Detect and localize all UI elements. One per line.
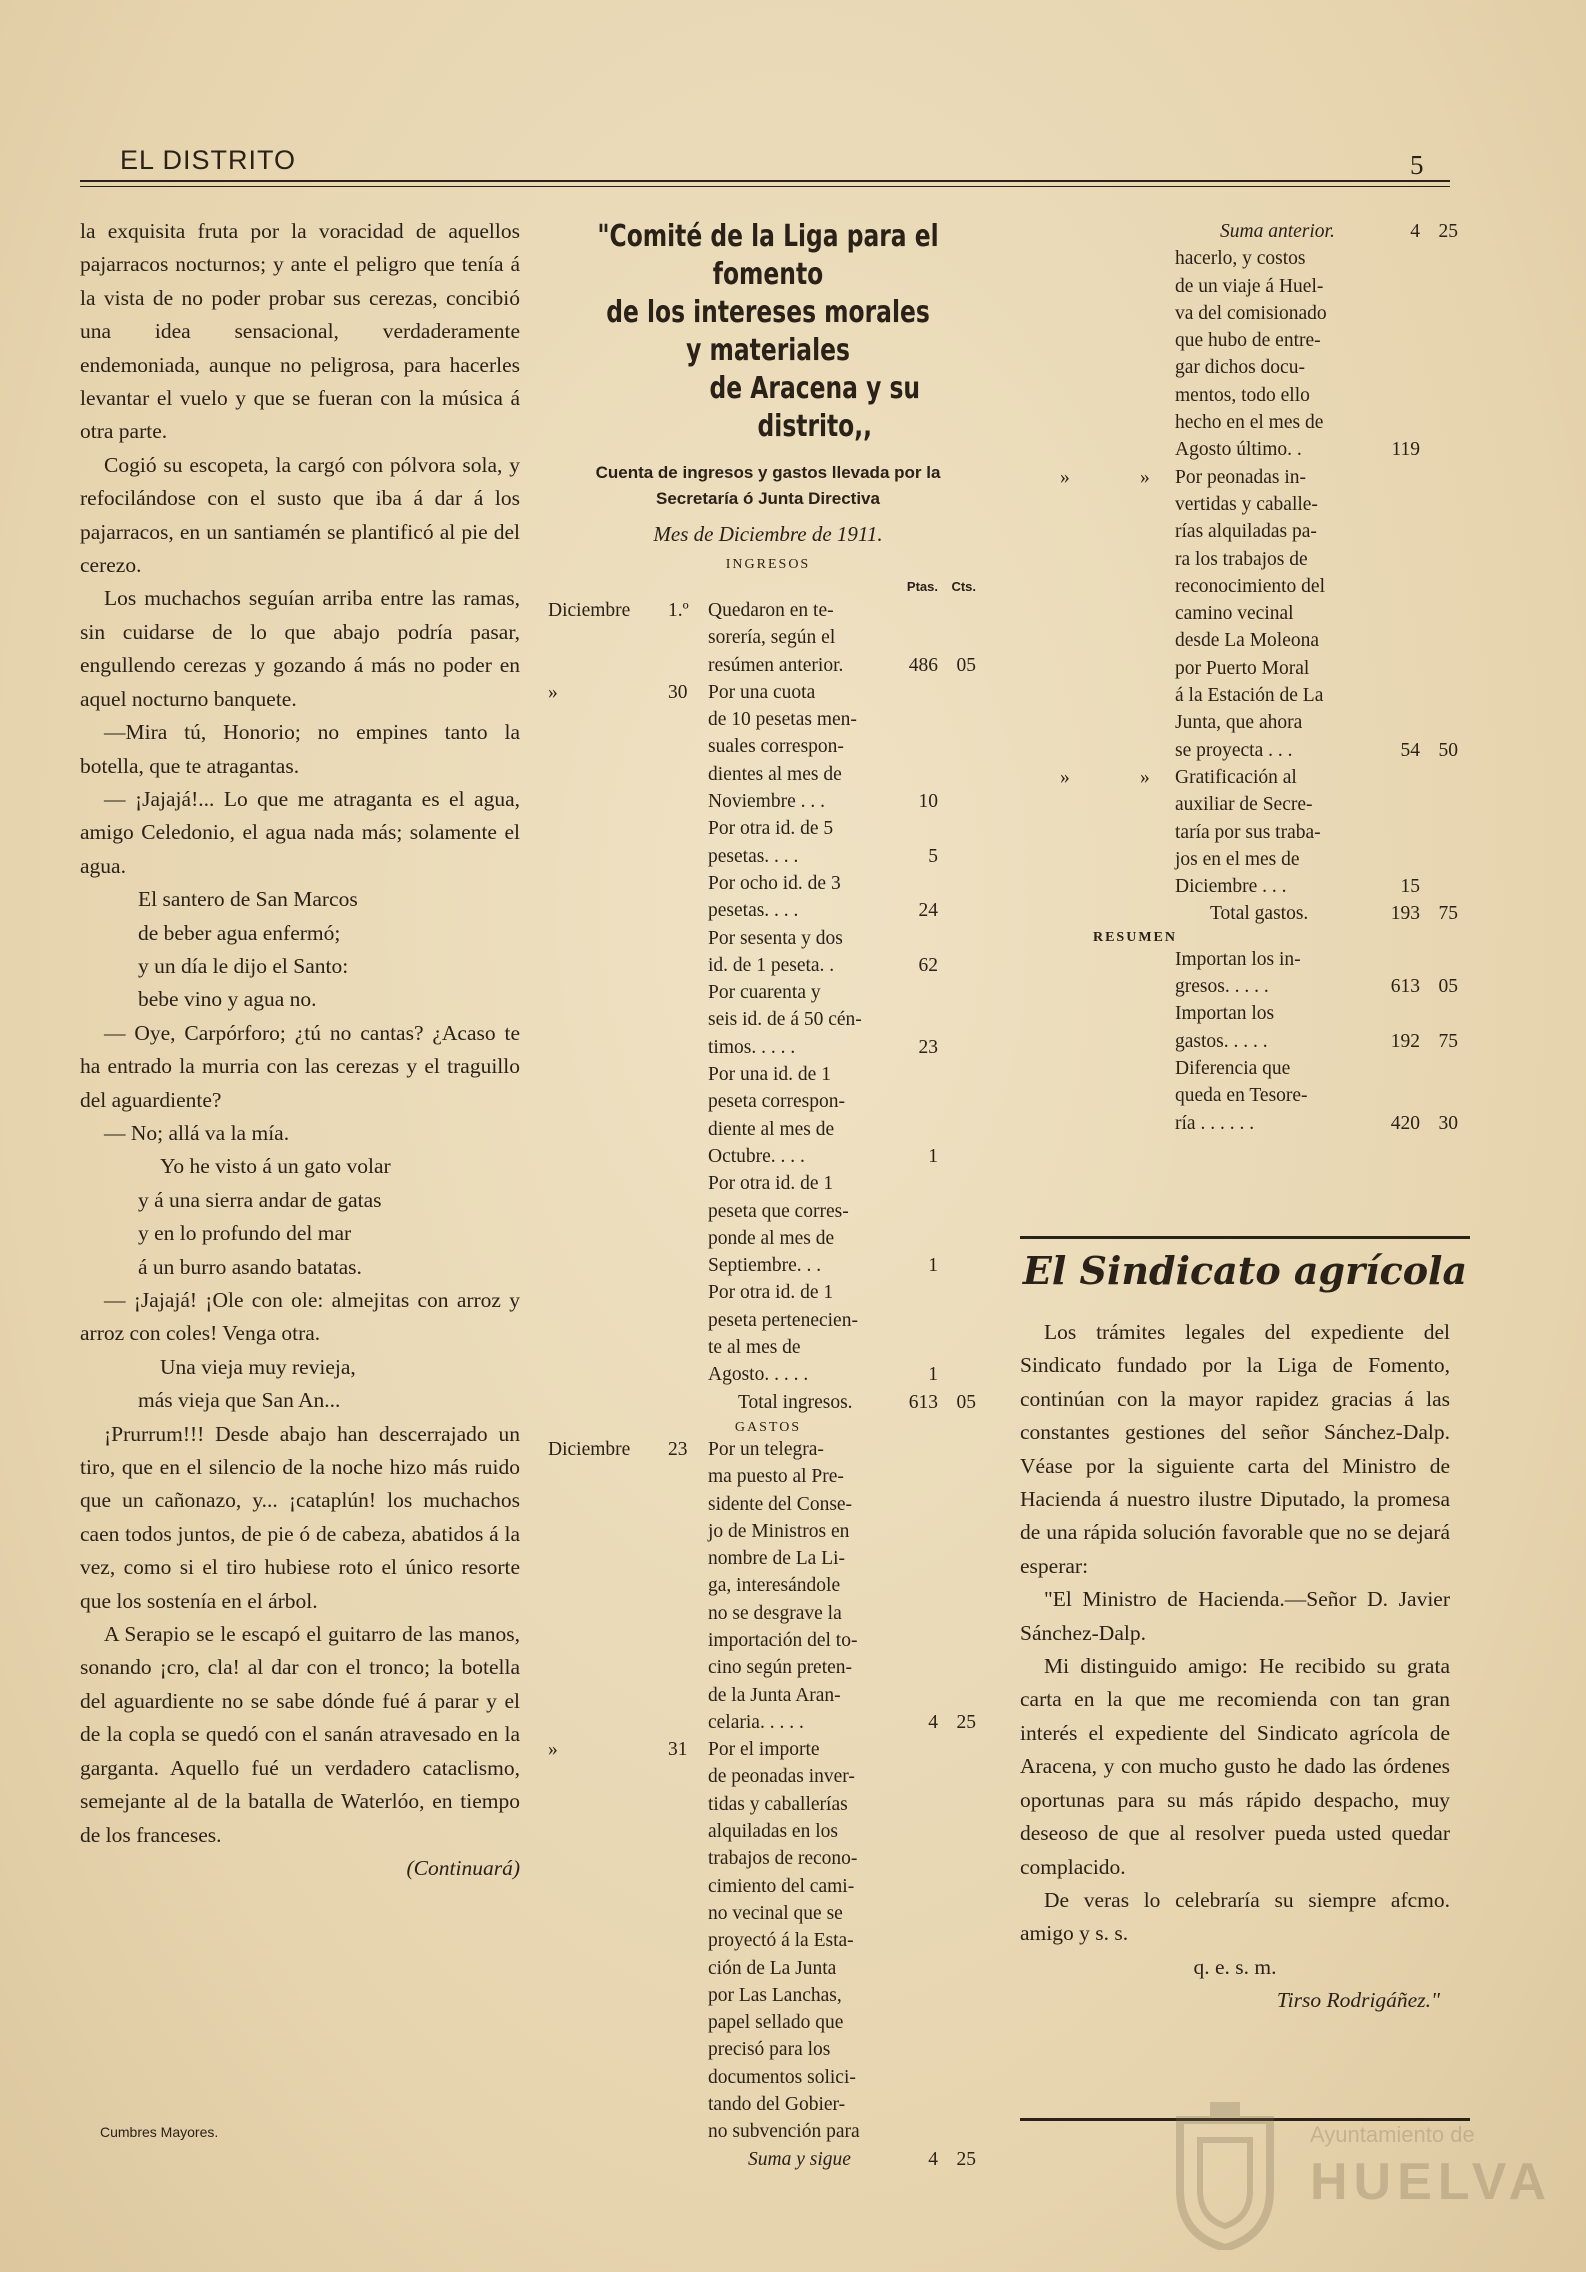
ledger-row [548,1034,988,1061]
ledger-text: camino vecinal [1175,603,1294,625]
ledger-text: Por otra id. de 1 [708,1173,834,1195]
signature: Tirso Rodrigáñez." [1276,1988,1440,2013]
ledger-date: Diciembre [548,1438,631,1460]
verse-line: Una vieja muy revieja, [160,1354,356,1379]
ledger-text: tidas y caballerías [708,1793,848,1815]
ledger-text: Octubre. . . . [708,1145,805,1167]
ledger-row [1020,464,1470,491]
ledger-row [548,843,988,870]
ledger-text: Suma y sigue [748,2148,851,2170]
ledger-text: ponde al mes de [708,1227,835,1249]
ledger-row [1020,245,1470,272]
ledger-row [548,1491,988,1518]
ledger-text: Por ocho id. de 3 [708,872,841,894]
ledger-text: Suma anterior. [1220,221,1335,242]
accounts-continued-column [1020,218,1470,1137]
ledger-row [548,624,988,651]
story-column [80,215,520,1885]
coat-of-arms-icon [1170,2100,1280,2250]
ledger-text: seis id. de á 50 cén- [708,1009,862,1031]
ledger-text: importación del to- [708,1629,858,1651]
committee-title [596,218,939,446]
article-paragraph: De veras lo celebraría su siempre afcmo. amigo y s. s. [1020,1887,1450,1946]
story-paragraph: — No; allá va la mía. [104,1120,290,1145]
ledger-row [1020,300,1470,327]
ledger-text: que hubo de entre- [1175,330,1321,352]
ledger-text: Total gastos. [1210,903,1309,925]
ledger-centimos: 75 [1438,1030,1458,1052]
title-line: "Comité de la Liga para el fomento [597,219,939,292]
ledger-text: trabajos de recono- [708,1848,858,1870]
watermark-line2: HUELVA [1310,2153,1553,2211]
ledger-row [548,1389,988,1416]
ledger-row [548,1900,988,1927]
ledger-row [1020,764,1470,791]
ledger-text: Diciembre . . . [1175,876,1287,898]
ledger-day: 1.º [668,600,689,621]
verse-line: y en lo profundo del mar [138,1221,352,1246]
ledger-date: Diciembre [548,600,631,621]
verse-line: más vieja que San An... [138,1388,341,1413]
ledger-text: por Las Lanchas, [708,1984,842,2006]
ledger-row [548,925,988,952]
ledger-row [548,788,988,815]
verse-line: y á una sierra andar de gatas [138,1187,382,1212]
ledger-centimos: 05 [956,1391,976,1413]
ledger-row [548,1818,988,1845]
ledger-row [548,1763,988,1790]
watermark-line1: Ayuntamiento de [1310,2122,1475,2147]
ledger-text: gresos. . . . . [1175,976,1269,998]
ledger-date: » [548,1739,558,1761]
ledger-text: tando del Gobier- [708,2094,846,2116]
ledger-pesetas: 62 [918,954,938,976]
ledger-pesetas: 1 [928,1255,938,1277]
ledger-row [548,1334,988,1361]
sindicato-article [1020,1316,1450,2018]
ledger-text: jos en el mes de [1175,848,1300,870]
ledger-row [1020,846,1470,873]
ledger-pesetas: 54 [1400,739,1420,761]
ledger-text: timos. . . . . [708,1036,796,1058]
ledger-row [1020,327,1470,354]
ledger-pesetas: 613 [1390,976,1420,998]
ledger-row [1020,737,1470,764]
ledger-text: taría por sus traba- [1175,821,1321,843]
ledger-text: Por un telegra- [708,1438,824,1460]
ledger-text: Septiembre. . . [708,1255,822,1277]
ledger-pesetas: 4 [928,1711,938,1733]
ledger-row [548,2091,988,2118]
ledger-text: vertidas y caballe- [1175,493,1318,515]
ledger-row [548,1873,988,1900]
ledger-row [548,1307,988,1334]
ledger-text: queda en Tesore- [1175,1085,1308,1107]
ledger-row [1020,600,1470,627]
story-paragraph: — Oye, Carpórforo; ¿tú no cantas? ¿Acaso te ha entrado la murria con las cerezas y el traguillo del aguardiente? [80,1020,520,1112]
ledger-text: ga, interesándole [708,1575,841,1597]
ledger-row [548,1709,988,1736]
ledger-pesetas: 193 [1390,903,1420,925]
ledger-text: de 10 pesetas men- [708,709,857,731]
ledger-row [1020,682,1470,709]
ledger-row [548,1791,988,1818]
ledger-pesetas: 613 [908,1391,938,1413]
ledger-pesetas: 24 [918,900,938,922]
ledger-day: 23 [668,1438,688,1460]
ledger-text: no subvención para [708,2121,860,2143]
ledger-row [548,1545,988,1572]
ledger-date: » [1060,466,1070,488]
ledger-text: desde La Moleona [1175,630,1320,652]
ptas-header: Ptas. [906,579,938,594]
ledger-row [1020,518,1470,545]
ledger-text: Junta, que ahora [1175,712,1303,734]
ledger-row [548,2146,988,2173]
ledger-text: rías alquiladas pa- [1175,521,1317,543]
ledger-day: » [1140,766,1150,788]
ledger-text: Por una id. de 1 [708,1064,831,1086]
ledger-row [1020,655,1470,682]
story-paragraph: Cogió su escopeta, la cargó con pólvora sola, y refocilándose con el susto que iba á dar á los pajarracos, en un santiamén se plantificó al pie del cerezo. [80,452,520,578]
dateline: Cumbres Mayores. [100,2124,219,2140]
ledger-text: hacerlo, y costos [1175,248,1306,270]
ledger-text: Por otra id. de 5 [708,818,834,840]
ledger-text: papel sellado que [708,2012,844,2034]
ledger-row [548,952,988,979]
ledger-row [1020,900,1470,927]
ledger-text: suales correspon- [708,736,844,758]
ledger-pesetas: 10 [918,791,938,813]
ledger-row [1020,1110,1470,1137]
ledger-row [1020,573,1470,600]
ledger-row [548,1436,988,1463]
ledger-row [1020,1028,1470,1055]
header-rule-thin [80,186,1450,187]
header-rule [80,180,1450,182]
ledger-row [548,1170,988,1197]
ledger-row [548,1845,988,1872]
ledger-pesetas: 1 [928,1364,938,1386]
ledger-row [1020,354,1470,381]
ledger-text: ría . . . . . . [1175,1112,1255,1134]
ledger-text: auxiliar de Secre- [1175,794,1313,816]
ledger-row [548,733,988,760]
ledger-text: peseta correspon- [708,1091,845,1113]
story-paragraph: — ¡Jajajá! ¡Ole con ole: almejitas con arroz y arroz con coles! Venga otra. [80,1288,520,1346]
ledger-pesetas: 192 [1390,1030,1420,1052]
story-paragraph: ¡Prurrum!!! Desde abajo han descerrajado un tiro, que en el silencio de la noche hizo más ruido que un cañonazo, y... ¡cataplún! los muchachos caen todos juntos, de pie ó de cabeza, abatidos á la vez, como si el tiro hubiese roto el único resorte que los sostenía en el árbol. [80,1421,520,1613]
accounts-column [548,218,988,2173]
ledger-text: documentos solici- [708,2066,856,2088]
story-paragraph: la exquisita fruta por la voracidad de aquellos pajarracos nocturnos; y ante el peligro que tenía á la vista de no poder probar sus cerezas, concibió una idea sensacional, verdaderamente endemoniada, aunque no peligrosa, para hacerles levantar el vuelo y que se fueran con la música á otra parte. [80,219,520,444]
ledger-row [548,1927,988,1954]
ledger-row [548,652,988,679]
ledger-text: sorería, según el [708,627,836,649]
month-label: Mes de Diciembre de 1911. [653,522,883,546]
ledger-text: diente al mes de [708,1118,835,1140]
newspaper-title: EL DISTRITO [120,145,297,175]
ledger-text: á la Estación de La [1175,685,1324,707]
ledger-text: Gratificación al [1175,766,1297,788]
ledger-row [1020,627,1470,654]
ledger-centimos: 30 [1438,1112,1458,1134]
ledger-centimos: 25 [956,2148,976,2170]
ledger-row [548,1955,988,1982]
ledger-pesetas: 1 [928,1145,938,1167]
verse-line: á un burro asando batatas. [138,1254,362,1279]
ledger-pesetas: 486 [908,654,938,676]
ledger-text: celaria. . . . . [708,1711,804,1733]
ledger-row [1020,382,1470,409]
ledger-text: Por una cuota [708,681,816,703]
ledger-row [548,979,988,1006]
subhead-line: Secretaría ó Junta Directiva [656,489,880,508]
ledger-text: Importan los [1175,1003,1275,1025]
ledger-text: Importan los in- [1175,948,1301,970]
ledger-pesetas: 23 [918,1036,938,1058]
ledger-text: se proyecta . . . [1175,739,1293,761]
ledger-row [548,1682,988,1709]
ledger-row [1020,491,1470,518]
ledger-row [548,1982,988,2009]
article-paragraph: "El Ministro de Hacienda.—Señor D. Javier Sánchez-Dalp. [1020,1587,1450,1645]
ledger-row [1020,1082,1470,1109]
ledger-text: proyectó á la Esta- [708,1930,854,1952]
ledger-text: Por sesenta y dos [708,927,843,949]
ledger-row [1020,709,1470,736]
sindicato-title: El Sindicato agrícola [1022,1248,1468,1293]
ledger-row [548,706,988,733]
ledger-centimos: 25 [1438,221,1458,242]
ledger-row [548,1627,988,1654]
ledger-pesetas: 119 [1391,439,1420,461]
ledger-row [1020,1055,1470,1082]
ledger-text: no vecinal que se [708,1902,843,1924]
ledger-text: Por otra id. de 1 [708,1282,834,1304]
ledger-centimos: 05 [1438,976,1458,998]
ledger-row [1020,436,1470,463]
ledger-row [548,1198,988,1225]
ledger-row [548,2036,988,2063]
ledger-row [548,870,988,897]
ledger-text: cimiento del cami- [708,1875,855,1897]
ledger-row [548,1116,988,1143]
ledger-row [548,815,988,842]
cts-header: Cts. [951,579,976,594]
ledger-text: precisó para los [708,2039,831,2061]
ledger-text: hecho en el mes de [1175,412,1324,434]
ledger-text: va del comisionado [1175,302,1327,324]
ledger-pesetas: 4 [1410,221,1420,242]
closing-formula: q. e. s. m. [1193,1954,1277,1979]
story-paragraph: A Serapio se le escapó el guitarro de las manos, sonando ¡cro, cla! al dar con el tronco; la botella del aguardiente no se sabe dónde fué á parar y el de la copla se quedó con el sanán atravesado en la garganta. Aquello fué un verdadero cataclismo, semejante al de la batalla de Waterlóo, en tiempo de los franceses. [80,1622,520,1847]
ledger-row [548,1463,988,1490]
ledger-day: » [1140,466,1150,488]
accounts-subheading [548,460,988,512]
ledger-pesetas: 4 [928,2148,938,2170]
article-paragraph: Mi distinguido amigo: He recibido su grata carta en la que me recomienda con tan gran interés el expediente del Sindicato agrícola de Aracena, y con mucho gusto he dado las órdenes oportunas para su más rápido despacho, muy deseoso de que al resolver pueda usted quedar complacido. [1020,1654,1450,1879]
ledger-text: peseta pertenecien- [708,1309,858,1331]
ledger-text: no se desgrave la [708,1602,842,1624]
ledger-row [548,1736,988,1763]
ledger-row [548,1654,988,1681]
ledger-text: Agosto último. . [1175,439,1302,461]
ledger-row [548,1061,988,1088]
ledger-text: de un viaje á Huel- [1175,275,1324,297]
ledger-row [548,761,988,788]
ledger-row [1020,791,1470,818]
ledger-row [1020,973,1470,1000]
ledger-row [1020,218,1470,245]
gastos-heading: GASTOS [734,1419,802,1435]
verse-line: bebe vino y agua no. [138,987,317,1012]
ledger-text: de peonadas inver- [708,1766,855,1788]
page-number: 5 [1410,150,1424,180]
ledger-row [548,1252,988,1279]
ledger-text: por Puerto Moral [1175,657,1310,679]
ledger-text: Diferencia que [1175,1057,1291,1079]
ledger-centimos: 75 [1438,903,1458,925]
ledger-row [548,2009,988,2036]
ledger-text: nombre de La Li- [708,1548,845,1570]
title-line: de los intereses morales y materiales [606,295,930,368]
subhead-line: Cuenta de ingresos y gastos llevada por la [595,463,941,482]
ledger-centimos: 05 [956,654,976,676]
ledger-text: dientes al mes de [708,763,842,785]
ledger-row [548,1518,988,1545]
ledger-row [1020,409,1470,436]
ledger-text: mentos, todo ello [1175,384,1310,406]
ledger-row [548,1225,988,1252]
ledger-day: 30 [668,681,688,703]
ledger-row [1020,546,1470,573]
ledger-row [548,597,988,624]
archive-watermark [1170,2100,1553,2260]
ledger-date: » [548,681,558,703]
ledger-row [548,2118,988,2145]
ledger-text: resúmen anterior. [708,654,844,676]
ledger-row [548,897,988,924]
ledger-text: id. de 1 peseta. . [708,954,835,976]
ledger-text: jo de Ministros en [708,1520,850,1542]
verse-line: y un día le dijo el Santo: [138,953,349,978]
ledger-pesetas: 420 [1390,1112,1420,1134]
ledger-row [548,1361,988,1388]
ledger-row [548,1143,988,1170]
gastos-continued-ledger [1020,218,1470,928]
ledger-text: Noviembre . . . [708,791,825,813]
ledger-row [1020,873,1470,900]
ledger-text: gar dichos docu- [1175,357,1305,379]
ledger-centimos: 25 [956,1711,976,1733]
story-paragraph: —Mira tú, Honorio; no empines tanto la botella, que te atragantas. [80,720,520,778]
ledger-row [548,1279,988,1306]
ledger-text: sidente del Conse- [708,1493,853,1515]
ledger-text: de la Junta Aran- [708,1684,841,1706]
ledger-text: ra los trabajos de [1175,548,1308,570]
ledger-pesetas: 15 [1400,876,1420,898]
ledger-date: » [1060,766,1070,788]
ledger-text: reconocimiento del [1175,575,1325,597]
ledger-text: peseta que corres- [708,1200,849,1222]
ledger-row [548,2064,988,2091]
article-paragraph: Los trámites legales del expediente del Sindicato fundado por la Liga de Fomento, continúan con la mayor rapidez gracias á las constantes gestiones del señor Sánchez-Dalp. Véase por la siguiente carta del Ministro de Hacienda á nuestro ilustre Diputado, la promesa de una rápida solución favorable que no se dejará esperar: [1020,1320,1450,1578]
ledger-text: Por el importe [708,1739,820,1761]
ledger-row [1020,273,1470,300]
ledger-row [1020,1000,1470,1027]
ledger-row [1020,946,1470,973]
ledger-row [548,1572,988,1599]
ledger-text: te al mes de [708,1337,801,1359]
ledger-text: pesetas. . . . [708,900,799,922]
ledger-text: gastos. . . . . [1175,1030,1268,1052]
ledger-text: Por peonadas in- [1175,466,1307,488]
ledger-pesetas: 5 [928,845,938,867]
ledger-text: ción de La Junta [708,1957,837,1979]
ledger-centimos: 50 [1438,739,1458,761]
ledger-text: pesetas. . . . [708,845,799,867]
ledger-text: cino según preten- [708,1657,853,1679]
ingresos-heading: INGRESOS [725,557,811,572]
ledger-text: Total ingresos. [738,1391,853,1413]
ledger-row [1020,819,1470,846]
ledger-text: Agosto. . . . . [708,1364,809,1386]
gastos-ledger [548,1436,988,2173]
verse-line: El santero de San Marcos [138,887,358,912]
ledger-text: Por cuarenta y [708,982,821,1004]
section-rule [1020,1236,1470,1239]
ledger-text: alquiladas en los [708,1821,838,1843]
column-headers [548,573,988,597]
ingresos-ledger [548,597,988,1416]
ledger-row [548,1600,988,1627]
resumen-heading: RESUMEN [1092,929,1177,945]
ledger-row [548,1088,988,1115]
ledger-day: 31 [668,1739,688,1761]
story-paragraph: — ¡Jajajá!... Lo que me atraganta es el agua, amigo Celedonio, el agua nada más; solamente el agua. [80,786,520,878]
title-line: de Aracena y su distrito,, [709,371,921,444]
ledger-text: ma puesto al Pre- [708,1466,844,1488]
ledger-text: Quedaron en te- [708,600,834,621]
verse-line: Yo he visto á un gato volar [160,1154,391,1179]
continued-note: (Continuará) [406,1855,520,1880]
verse-line: de beber agua enfermó; [138,920,341,945]
ledger-row [548,679,988,706]
ledger-row [548,1006,988,1033]
story-paragraph: Los muchachos seguían arriba entre las ramas, sin cuidarse de lo que abajo podría pasar, engullendo cerezas y gozando á más no poder en aquel nocturno banquete. [80,586,520,711]
resumen-ledger [1020,946,1470,1137]
